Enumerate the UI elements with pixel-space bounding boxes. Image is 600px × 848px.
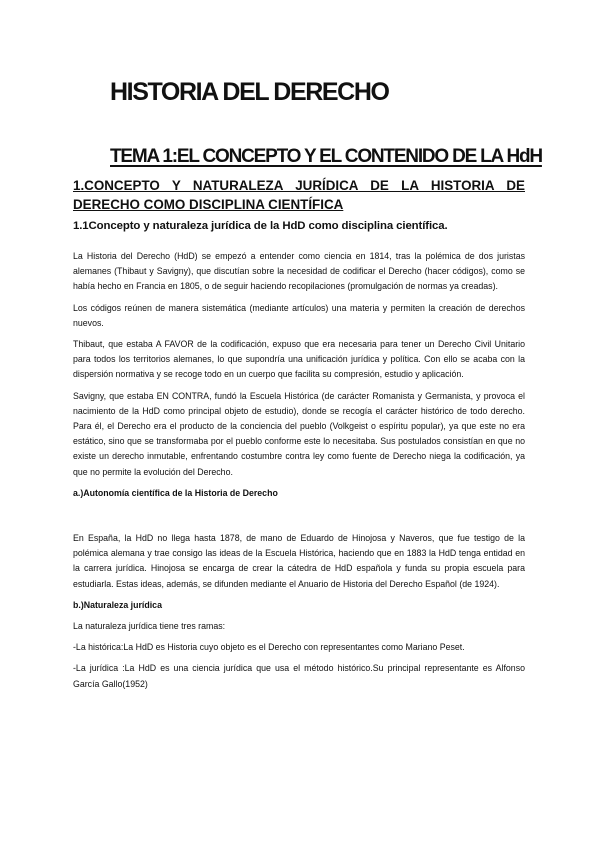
topic-title: TEMA 1:EL CONCEPTO Y EL CONTENIDO DE LA HdH (110, 146, 542, 167)
paragraph-savigny: Savigny, que estaba EN CONTRA, fundó la Escuela Histórica (de carácter Romanista y Germanista, y provoca el nacimiento de la HdD como principal objeto de estudio), donde se recogía el carácter histórico de todo derecho. Para él, el Derecho era el producto de la conciencia del pueblo (Volkgeist o espíritu popular), ya que este no era estático, sino que se transformaba por el pueblo conforme este lo necesitaba. Sus postulados consistían en que no existe un derecho inmutable, enfrentando costumbre contra ley como fuente de Derecho niega la codificación, ya que no permite la evolución del Derecho. (73, 390, 525, 477)
branch-juridical: -La jurídica :La HdD es una ciencia jurídica que usa el método histórico.Su principal representante es Alfonso García Gallo(1952) (73, 663, 525, 689)
heading-scientific-autonomy: a.)Autonomía científica de la Historia de Derecho (73, 487, 278, 498)
document-title: HISTORIA DEL DERECHO (110, 78, 389, 106)
heading-legal-nature: b.)Naturaleza jurídica (73, 599, 162, 610)
paragraph-spain: En España, la HdD no llega hasta 1878, de mano de Eduardo de Hinojosa y Naveros, que fue testigo de la polémica alemana y trae consigo las ideas de la Escuela Histórica, haciendo que en 1883 la HdD tenga entidad en la carrera jurídica. Hinojosa se encarga de crear la cátedra de HdD española y funda su propia escuela para estudiarla. Estas ideas, además, se difunden mediante el Anuario de Historia del Derecho Español (de 1924). (73, 533, 525, 589)
paragraph-history-origin: La Historia del Derecho (HdD) se empezó a entender como ciencia en 1814, tras la polémica de dos juristas alemanes (Thibaut y Savigny), que discutían sobre la necesidad de codificar el Derecho (hacer códigos), como se había hecho en Francia en 1805, o de seguir haciendo recopilaciones (promulgación de normas ya creadas). (73, 251, 525, 292)
subsection-heading: 1.1Concepto y naturaleza jurídica de la HdD como disciplina científica. (73, 220, 448, 232)
paragraph-thibaut: Thibaut, que estaba A FAVOR de la codificación, expuso que era necesaria para tener un Derecho Civil Unitario para todos los territorios alemanes, lo que supondría una unificación jurídica y política. Con ello se acaba con la dispersión normativa y se recoge todo en un cuerpo que facilita su compresión, estudio y aplicación. (73, 339, 525, 380)
branch-historical: -La histórica:La HdD es Historia cuyo objeto es el Derecho con representantes como Mariano Peset. (73, 642, 465, 653)
paragraph-branches-intro: La naturaleza jurídica tiene tres ramas: (73, 621, 226, 632)
paragraph-codes: Los códigos reúnen de manera sistemática (mediante artículos) una materia y permiten la creación de derechos nuevos. (73, 302, 525, 328)
document-body (73, 176, 525, 692)
section-heading: 1.CONCEPTO Y NATURALEZA JURÍDICA DE LA HISTORIA DE DERECHO COMO DISCIPLINA CIENTÍFICA (73, 178, 525, 212)
